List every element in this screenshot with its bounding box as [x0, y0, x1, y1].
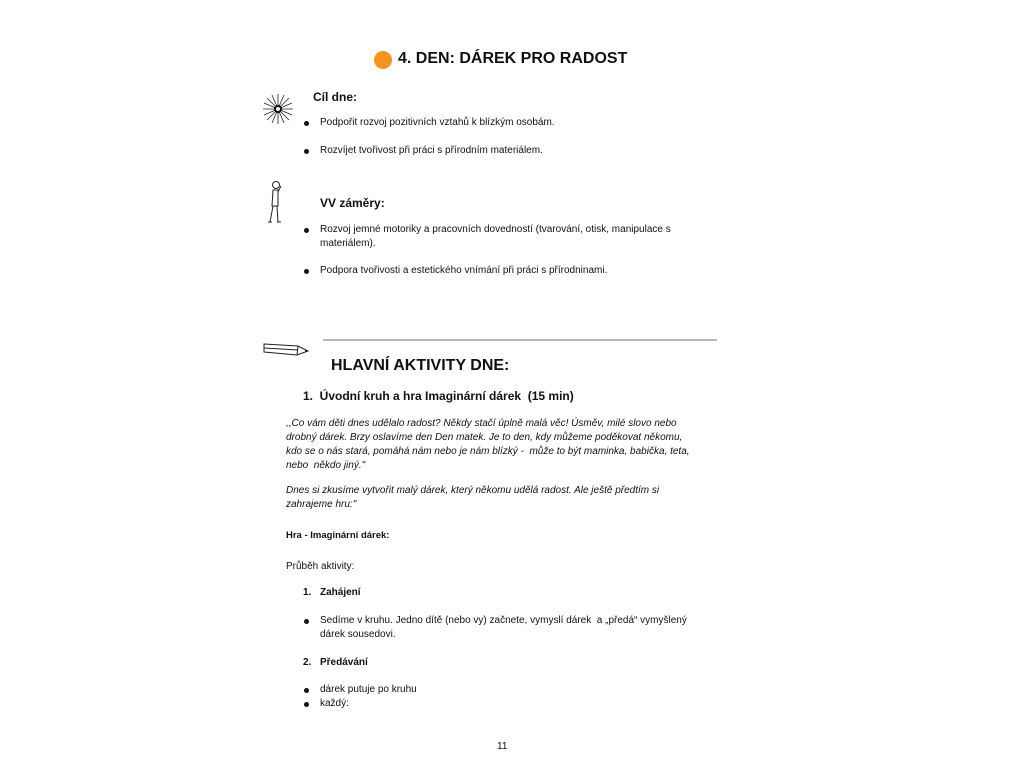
vv-item-line: Rozvoj jemné motoriky a pracovních dovedností (tvarování, otisk, manipulace s: [320, 224, 671, 235]
pencil-icon: [262, 341, 310, 357]
step-bullet-line: Sedíme v kruhu. Jedno dítě (nebo vy) začnete, vymyslí dárek a „předá“ vymyšlený: [320, 615, 687, 626]
quote-line: drobný dárek. Brzy oslavíme den Den matek. Je to den, kdy můžeme poděkovat někomu,: [286, 432, 683, 443]
step-bullet-line: dárek sousedovi.: [320, 629, 396, 640]
vv-heading: VV záměry:: [320, 196, 385, 210]
step-title: Zahájení: [320, 587, 361, 598]
step-bullet-line: každý:: [320, 698, 349, 709]
activity-1-title: 1. Úvodní kruh a hra Imaginární dárek (15 min): [303, 389, 574, 403]
progress-label: Průběh aktivity:: [286, 561, 355, 572]
step-number: 1.: [303, 587, 312, 598]
bullet: [304, 121, 309, 126]
vv-item-line: materiálem).: [320, 238, 376, 249]
game-title: Hra - Imaginární dárek:: [286, 530, 390, 541]
bullet: [304, 619, 309, 624]
quote-line: nebo někdo jiný.": [286, 460, 366, 471]
step-bullet-line: dárek putuje po kruhu: [320, 684, 417, 695]
sun-icon: [262, 93, 294, 125]
bullet: [304, 269, 309, 274]
activities-heading: HLAVNÍ AKTIVITY DNE:: [331, 357, 510, 374]
goals-heading: Cíl dne:: [313, 90, 357, 104]
bullet: [304, 149, 309, 154]
page-number: 11: [497, 741, 508, 752]
quote-line: zahrajeme hru:": [286, 499, 357, 510]
page-title: 4. DEN: DÁREK PRO RADOST: [398, 50, 628, 67]
quote-line: kdo se o nás stará, pomáhá nám nebo je nám blízký - může to být maminka, babička, teta,: [286, 446, 690, 457]
quote-line: ,,Co vám děti dnes udělalo radost? Někdy stačí úplně malá věc! Úsměv, milé slovo nebo: [286, 418, 677, 429]
bullet: [304, 688, 309, 693]
step-title: Předávání: [320, 657, 368, 668]
vv-item-line: Podpora tvořivosti a estetického vnímání při práci s přírodninami.: [320, 265, 608, 276]
goal-item: Podpořit rozvoj pozitivních vztahů k blízkým osobám.: [320, 117, 555, 128]
quote-line: Dnes si zkusíme vytvořit malý dárek, který někomu udělá radost. Ale ještě předtím si: [286, 485, 660, 496]
section-divider: [323, 339, 717, 341]
goal-item: Rozvíjet tvořivost při práci s přírodním materiálem.: [320, 145, 543, 156]
step-number: 2.: [303, 657, 312, 668]
bullet: [304, 702, 309, 707]
bullet: [304, 228, 309, 233]
person-icon: [265, 180, 285, 224]
title-bullet-icon: [374, 51, 392, 69]
